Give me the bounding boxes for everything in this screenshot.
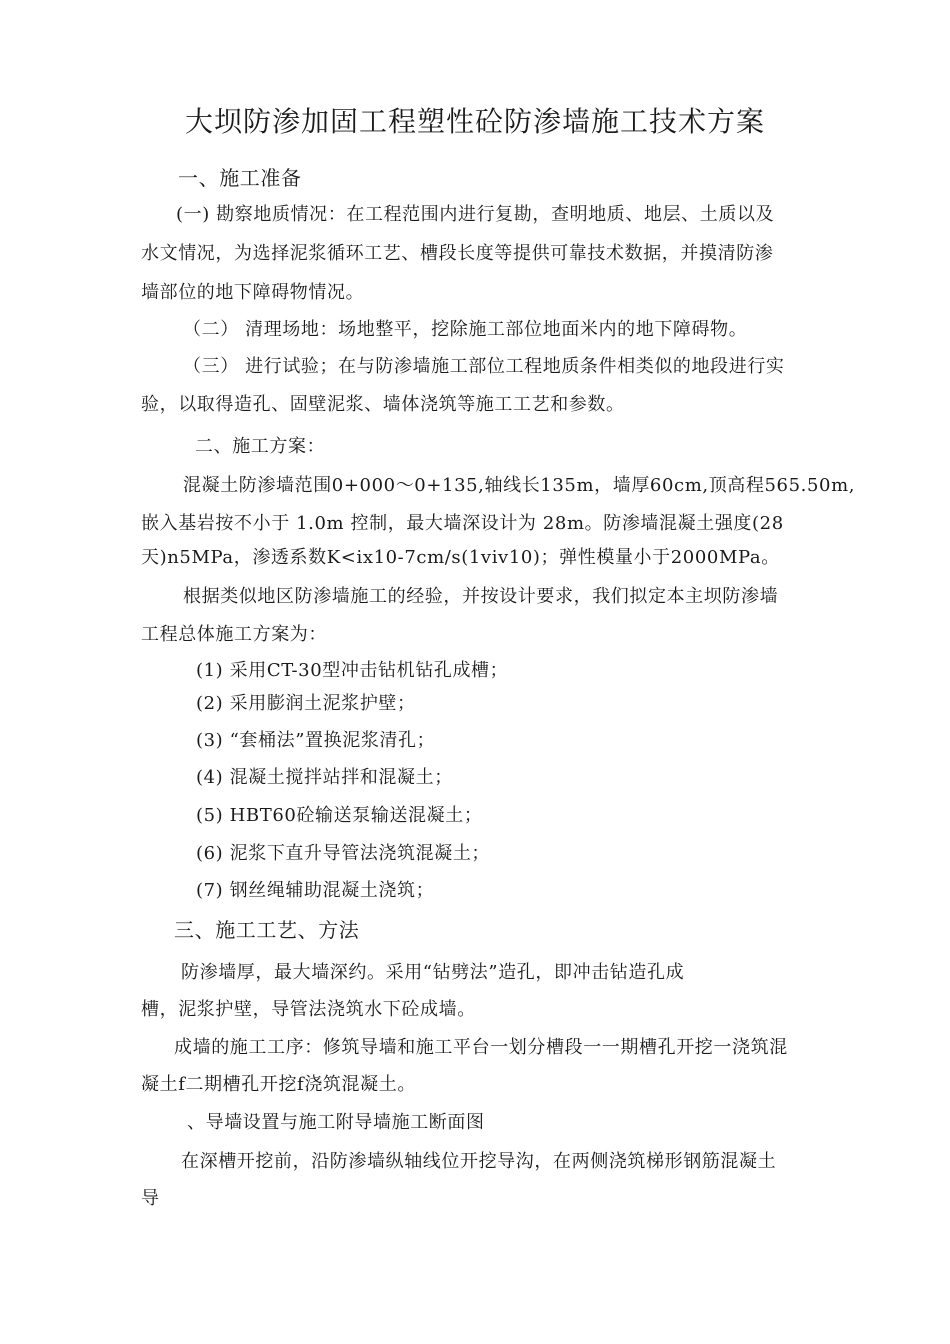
paragraph-line: 防渗墙厚，最大墙深约。采用“钻劈法”造孔，即冲击钻造孔成 (181, 962, 685, 983)
document-title: 大坝防渗加固工程塑性砼防渗墙施工技术方案 (184, 105, 765, 138)
list-item: (5) HBT60砼输送泵输送混凝土； (196, 805, 483, 826)
paragraph-line: 工程总体施工方案为： (141, 624, 327, 645)
paragraph-line: 成墙的施工工序：修筑导墙和施工平台一划分槽段一一期槽孔开挖一浇筑混 (174, 1037, 788, 1058)
section3-heading: 三、施工工艺、方法 (174, 918, 360, 942)
list-item: (1) 采用CT-30型冲击钻机钻孔成槽； (196, 660, 509, 681)
paragraph-line: 在深槽开挖前，沿防渗墙纵轴线位开挖导沟，在两侧浇筑梯形钢筋混凝土 (181, 1151, 777, 1172)
paragraph-line: （三） 进行试验；在与防渗墙施工部位工程地质条件相类似的地段进行实 (183, 356, 785, 377)
paragraph-line: 墙部位的地下障碍物情况。 (141, 282, 365, 303)
list-item: (3) “套桶法”置换泥浆清孔； (196, 730, 436, 751)
section1-heading: 一、施工准备 (178, 166, 302, 190)
paragraph-line: 天)n5MPa，渗透系数K<ix10-7cm/s(1viv10)；弹性模量小于2000MPa。 (141, 547, 780, 568)
list-item: (4) 混凝土搅拌站拌和混凝土； (196, 767, 453, 788)
paragraph-line: 根据类似地区防渗墙施工的经验，并按设计要求，我们拟定本主坝防渗墙 (183, 586, 779, 607)
paragraph-line: 槽，泥浆护壁，导管法浇筑水下砼成墙。 (141, 999, 476, 1020)
list-item: (6) 泥浆下直升导管法浇筑混凝土； (196, 843, 491, 864)
list-item: (7) 钢丝绳辅助混凝土浇筑； (196, 880, 435, 901)
paragraph-line: 水文情况，为选择泥浆循环工艺、槽段长度等提供可靠技术数据，并摸清防渗 (141, 243, 774, 264)
paragraph-line: 混凝土防渗墙范围0+000～0+135,轴线长135m，墙厚60cm,顶高程565.50m, (183, 475, 856, 496)
section2-heading: 二、施工方案： (195, 436, 326, 457)
paragraph-line: (一) 勘察地质情况：在工程范围内进行复勘，查明地质、地层、土质以及 (176, 204, 775, 225)
paragraph-line: 嵌入基岩按不小于 1.0m 控制，最大墙深设计为 28m。防渗墙混凝土强度(28 (141, 513, 784, 534)
sub-heading: 、导墙设置与施工附导墙施工断面图 (187, 1112, 485, 1133)
list-item: (2) 采用膨润土泥浆护壁； (196, 693, 416, 714)
paragraph-line: （二） 清理场地：场地整平，挖除施工部位地面米内的地下障碍物。 (183, 319, 748, 340)
paragraph-line: 验，以取得造孔、固壁泥浆、墙体浇筑等施工工艺和参数。 (141, 394, 625, 415)
paragraph-line: 导 (141, 1188, 160, 1209)
paragraph-line: 凝土f二期槽孔开挖f浇筑混凝土。 (141, 1074, 416, 1095)
